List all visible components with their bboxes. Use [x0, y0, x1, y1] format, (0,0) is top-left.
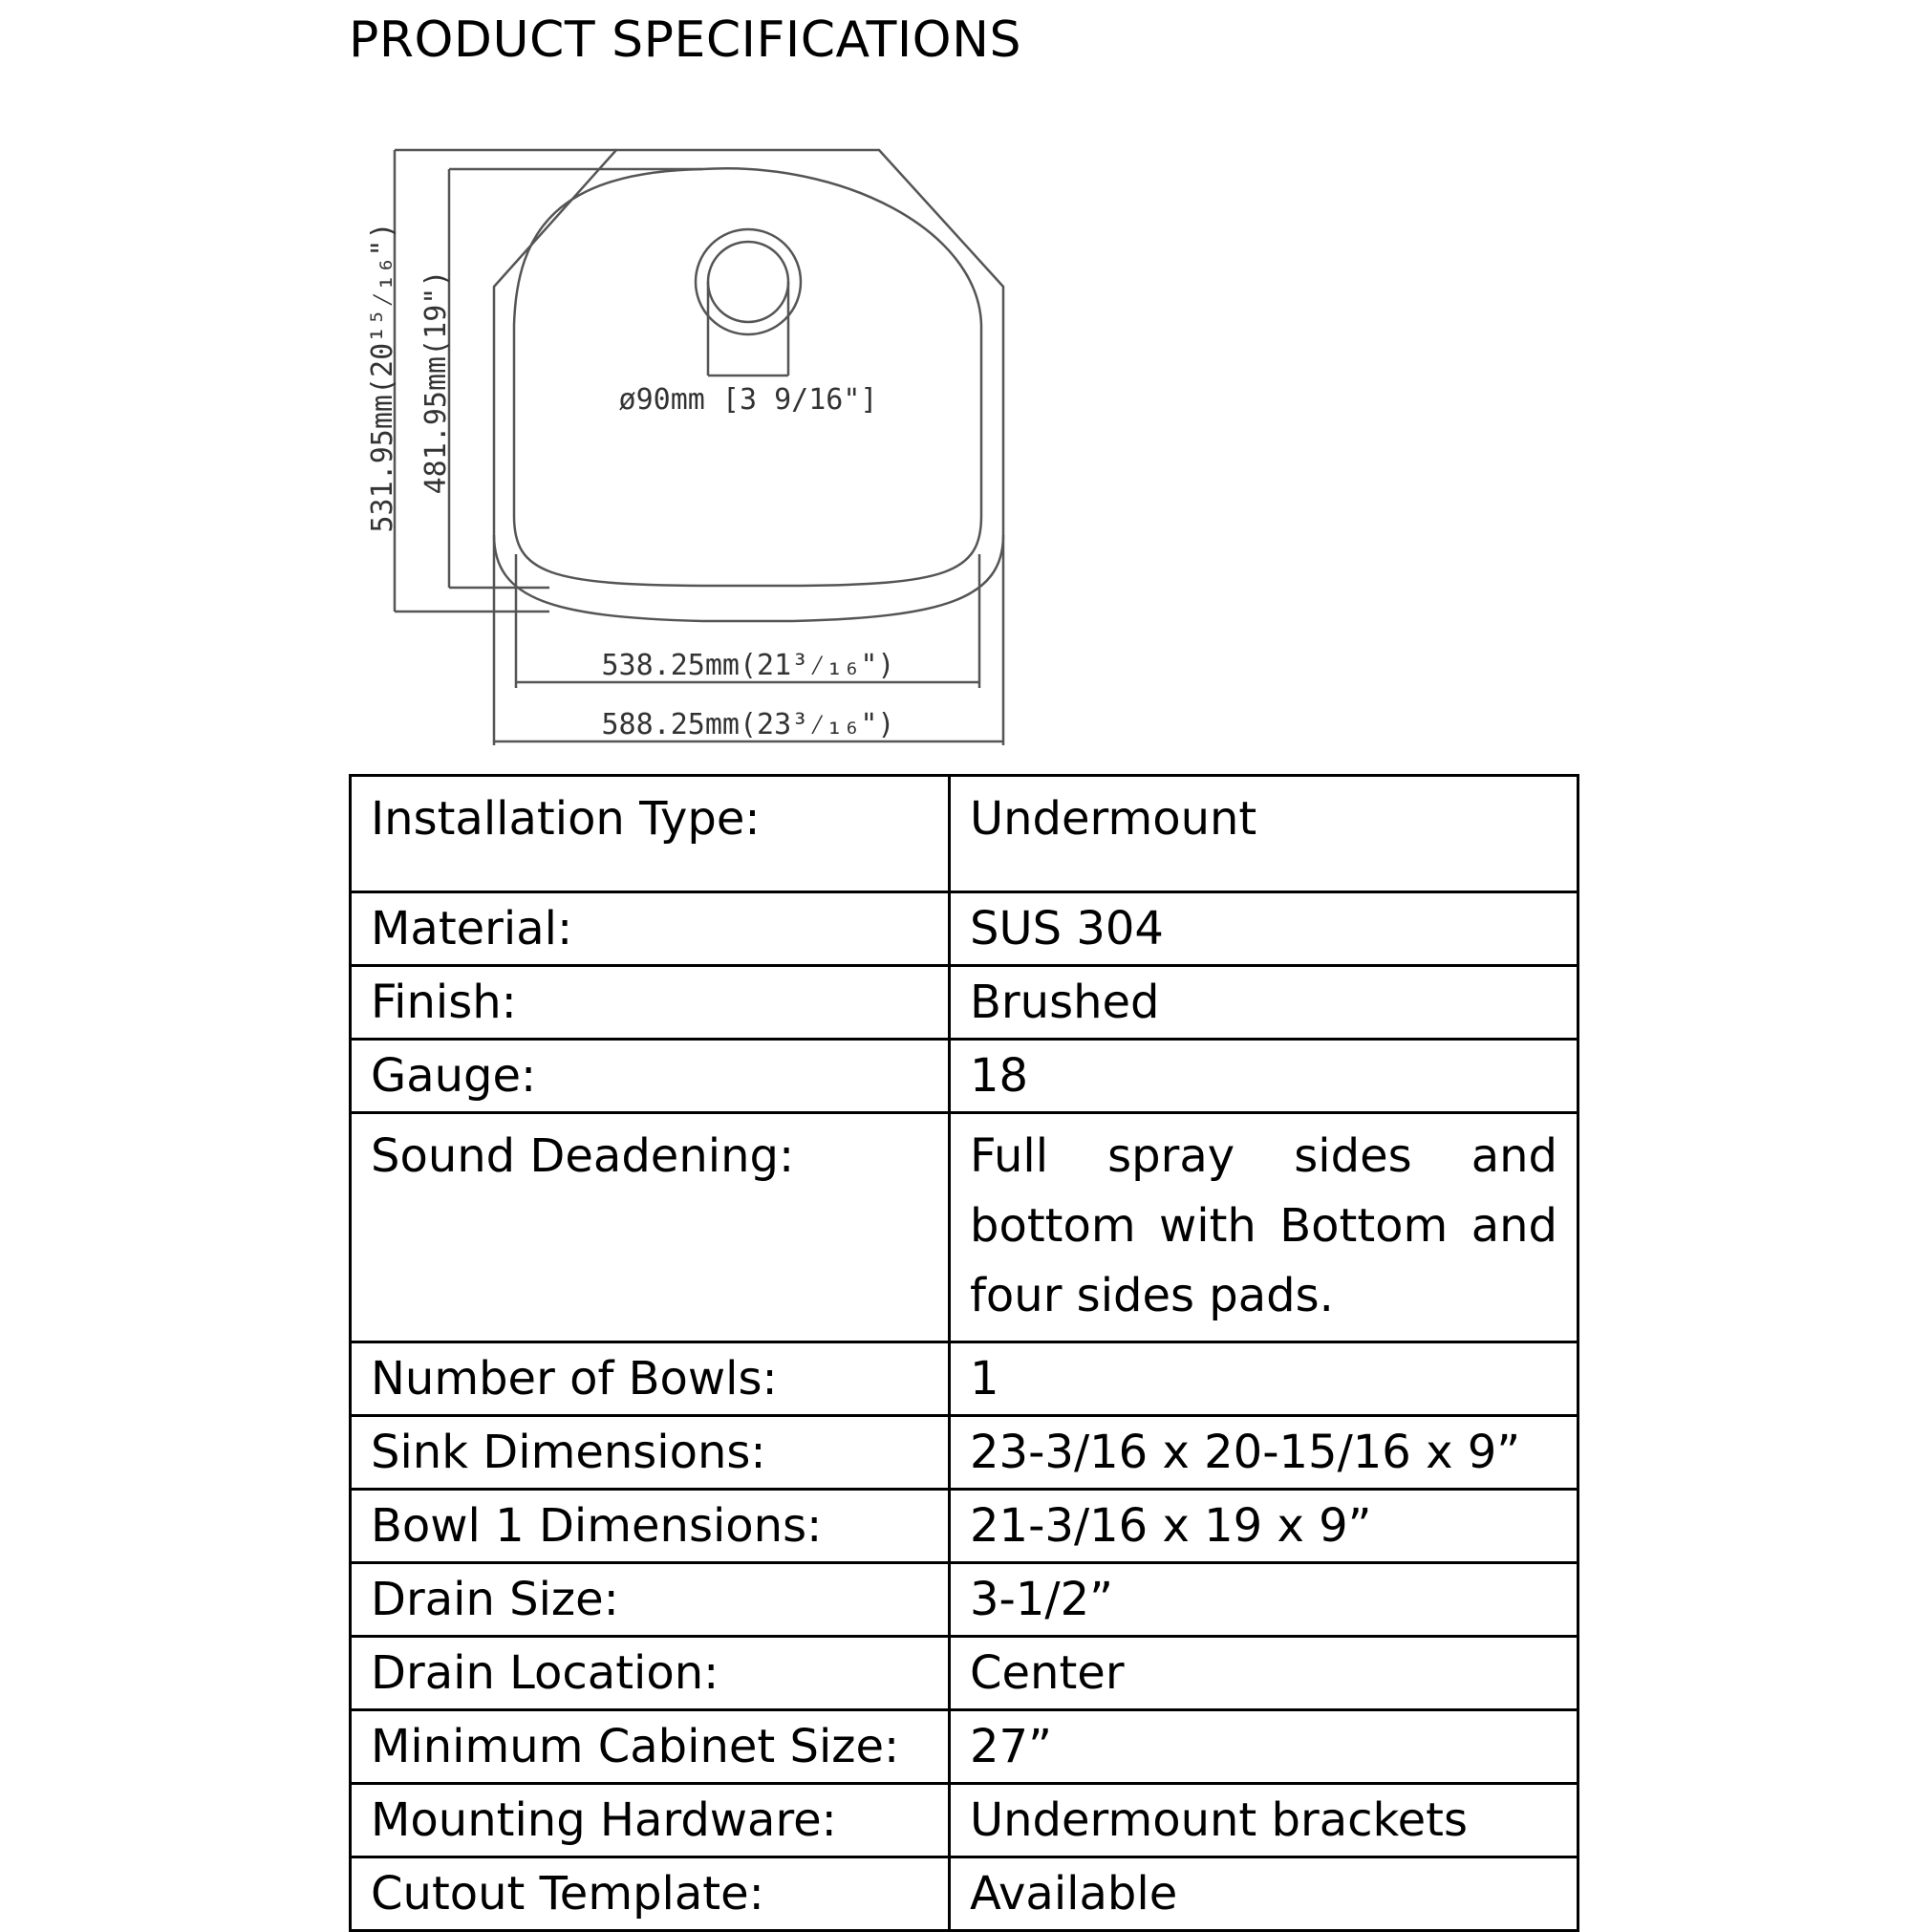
- spec-label: Minimum Cabinet Size:: [351, 1710, 950, 1784]
- outer-depth-label: 531.95mm(20¹⁵⁄₁₆"): [366, 222, 399, 533]
- spec-value: 1: [950, 1342, 1578, 1416]
- spec-label: Mounting Hardware:: [351, 1784, 950, 1857]
- spec-row-gauge: [351, 1040, 1578, 1113]
- spec-row-installation-type: [351, 776, 1578, 892]
- page-title: PRODUCT SPECIFICATIONS: [349, 11, 1022, 69]
- spec-value: 27”: [950, 1710, 1578, 1784]
- spec-value: Undermount brackets: [950, 1784, 1578, 1857]
- spec-label: Drain Size:: [351, 1563, 950, 1637]
- drain-inner-circle: [708, 242, 788, 322]
- spec-label: Bowl 1 Dimensions:: [351, 1490, 950, 1563]
- spec-row-cutout-template: [351, 1857, 1578, 1931]
- spec-label: Finish:: [351, 966, 950, 1040]
- spec-value: Undermount: [950, 776, 1578, 892]
- spec-value: Full spray sides and bottom with Bottom and four sides pads.: [950, 1113, 1578, 1342]
- specifications-table: [349, 774, 1579, 1932]
- spec-row-drain-location: [351, 1637, 1578, 1710]
- spec-value: 23-3/16 x 20-15/16 x 9”: [950, 1416, 1578, 1490]
- spec-label: Number of Bowls:: [351, 1342, 950, 1416]
- sink-technical-drawing: [0, 0, 1911, 764]
- spec-label: Cutout Template:: [351, 1857, 950, 1931]
- spec-row-minimum-cabinet-size: [351, 1710, 1578, 1784]
- spec-row-bowl-1-dimensions: [351, 1490, 1578, 1563]
- spec-row-mounting-hardware: [351, 1784, 1578, 1857]
- spec-value: Center: [950, 1637, 1578, 1710]
- spec-value: Available: [950, 1857, 1578, 1931]
- spec-row-drain-size: [351, 1563, 1578, 1637]
- inner-depth-label: 481.95mm(19"): [419, 269, 453, 495]
- spec-label: Sound Deadening:: [351, 1113, 950, 1342]
- drain-outer-circle: [696, 229, 801, 334]
- spec-label: Installation Type:: [351, 776, 950, 892]
- spec-label: Gauge:: [351, 1040, 950, 1113]
- spec-value: SUS 304: [950, 892, 1578, 966]
- spec-label: Drain Location:: [351, 1637, 950, 1710]
- spec-row-finish: [351, 966, 1578, 1040]
- spec-row-material: [351, 892, 1578, 966]
- spec-label: Sink Dimensions:: [351, 1416, 950, 1490]
- outer-width-label: 588.25mm(23³⁄₁₆"): [601, 708, 895, 741]
- spec-row-sink-dimensions: [351, 1416, 1578, 1490]
- spec-value: 3-1/2”: [950, 1563, 1578, 1637]
- spec-row-sound-deadening: [351, 1113, 1578, 1342]
- spec-row-number-of-bowls: [351, 1342, 1578, 1416]
- spec-value: 21-3/16 x 19 x 9”: [950, 1490, 1578, 1563]
- spec-label: Material:: [351, 892, 950, 966]
- bowl-inner-outline: [514, 168, 981, 586]
- inner-width-label: 538.25mm(21³⁄₁₆"): [601, 649, 895, 682]
- drain-diameter-label: ø90mm [3 9/16"]: [618, 383, 878, 417]
- spec-value: Brushed: [950, 966, 1578, 1040]
- spec-value: 18: [950, 1040, 1578, 1113]
